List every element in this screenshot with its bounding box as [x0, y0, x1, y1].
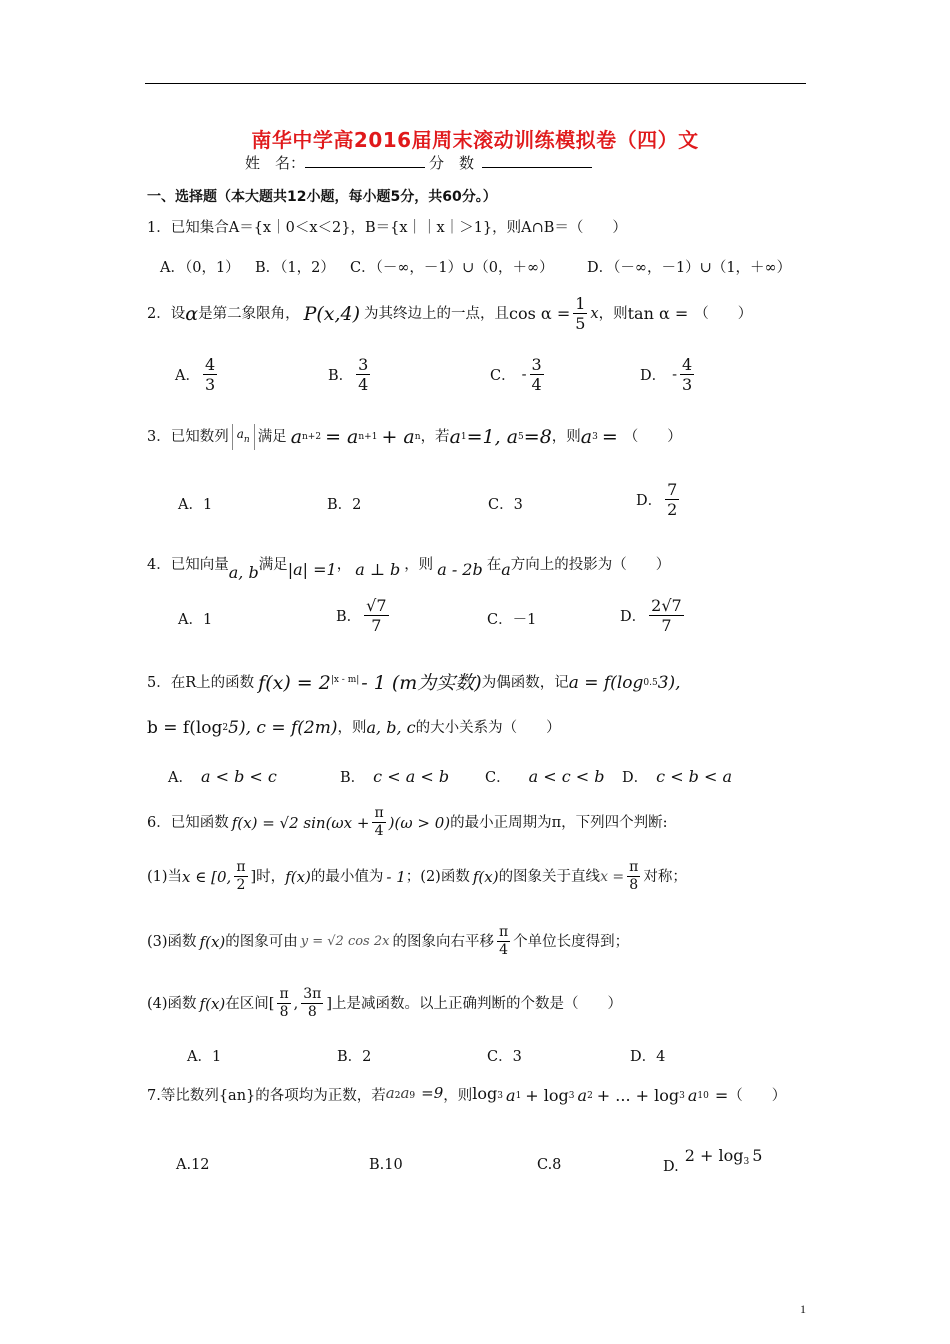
score-blank[interactable]	[482, 153, 592, 168]
q5-option-a: A． a < b < c	[168, 767, 277, 786]
q6-option-c: C．3	[487, 1049, 522, 1065]
q4-option-a: A．1	[178, 612, 213, 628]
q6-option-b: B．2	[337, 1049, 372, 1065]
q1-option-d: D．（－∞，－1）∪（1，＋∞）	[587, 260, 792, 276]
q5-option-b: B． c < a < b	[340, 767, 450, 786]
q2-option-d: D． - $\frac{4}{3}$	[640, 355, 693, 394]
q1-option-c: C．（－∞，－1）∪（0，＋∞）	[350, 260, 554, 276]
question-2-stem: 2．设 α 是第二象限角， P(x,4) 为其终边上的一点，且 cos α = $\frac{1}{5}$ x ，则 tan α = （ ）	[147, 294, 753, 333]
question-1-stem: 1．已知集合A＝{x｜0＜x＜2}，B＝{x｜｜x｜＞1}，则A∩B＝（ ）	[147, 220, 627, 236]
question-6-stem: 6．已知函数 f(x) = √2 sin(ωx + $\frac{\pi}{4}$ )(ω > 0) 的最小正周期为π，下列四个判断:	[147, 805, 668, 839]
question-6-statement-3: (3)函数 f(x) 的图象可由 y = √2 cos 2x 的图象向右平移 $\frac{\pi}{4}$ 个单位长度得到；	[147, 924, 630, 958]
q2-option-c: C． - $\frac{3}{4}$	[490, 355, 542, 394]
question-7-stem: 7.等比数列{an}的各项均为正数，若 a 2 a 9 =9 ，则 log 3 a 1 + log 3 a 2 + ... + log 3 a 10 = （ ）	[147, 1084, 787, 1105]
page-number: 1	[800, 1302, 806, 1316]
student-info-line	[245, 152, 592, 173]
question-6-statement-1-2: (1)当 x ∈ [0, $\frac{\pi}{2}$ ]时， f(x) 的最小值为 - 1 ；(2)函数 f(x) 的图象关于直线 x = $\frac{\pi}{8}$ 对称；	[147, 859, 687, 893]
q4-option-b: B． $\frac{√7}{7}$	[336, 596, 387, 635]
q7-option-c: C.8	[537, 1157, 562, 1173]
q4-option-d: D． $\frac{2√7}{7}$	[620, 596, 682, 635]
q7-option-a: A.12	[176, 1157, 210, 1173]
q5-option-c: C． a < c < b	[485, 767, 605, 786]
q2-option-b: B． $\frac{3}{4}$	[328, 355, 369, 394]
page-title: 南华中学高2016届周末滚动训练模拟卷（四）文	[251, 128, 699, 152]
q3-option-a: A．1	[178, 497, 213, 513]
name-label: 姓 名：	[245, 154, 306, 172]
q6-option-a: A．1	[187, 1049, 222, 1065]
score-label: 分 数	[429, 154, 475, 172]
question-5-stem-line1: 5．在R上的函数 f(x) = 2 |x - m| - 1 (m为实数) 为偶函数，记 a = f(log 0.5 3),	[147, 672, 681, 694]
q1-option-a: A．（0，1）	[160, 260, 240, 276]
question-4-stem: 4．已知向量 a, b 满足 |a| =1 ， a ⊥ b ，则 a - 2b 在 a 方向上的投影为（ ）	[147, 557, 671, 582]
q1-option-b: B．（1，2）	[255, 260, 335, 276]
name-blank[interactable]	[305, 153, 425, 168]
question-3-stem: 3．已知数列 $a_n$ 满足 a n+2 = a n+1 + a n ，若 a 1 =1, a 5 =8 ，则 a 3 = （ ）	[147, 425, 682, 448]
q3-option-c: C．3	[488, 497, 523, 513]
q4-option-c: C．－1	[487, 612, 537, 628]
q6-option-d: D．4	[630, 1049, 666, 1065]
q2-option-a: A． $\frac{4}{3}$	[175, 355, 216, 394]
q3-option-d: D． $\frac{7}{2}$	[636, 480, 678, 519]
question-5-stem-line2: b = f(log 2 5), c = f(2m) ，则 a, b, c 的大小关系为（ ）	[147, 718, 561, 738]
section-heading: 一、选择题（本大题共12小题，每小题5分，共60分。）	[147, 189, 497, 205]
q7-option-b: B.10	[369, 1157, 403, 1173]
q7-option-d: D. 2 + log 3 5	[663, 1146, 763, 1175]
q5-option-d: D． c < b < a	[622, 767, 733, 786]
question-6-statement-4: (4)函数 f(x) 在区间[ $\frac{\pi}{8}$ , $\frac{3\pi}{8}$ ]上是减函数。以上正确判断的个数是（ ）	[147, 986, 623, 1020]
q3-option-b: B．2	[327, 497, 362, 513]
top-rule	[145, 83, 806, 84]
